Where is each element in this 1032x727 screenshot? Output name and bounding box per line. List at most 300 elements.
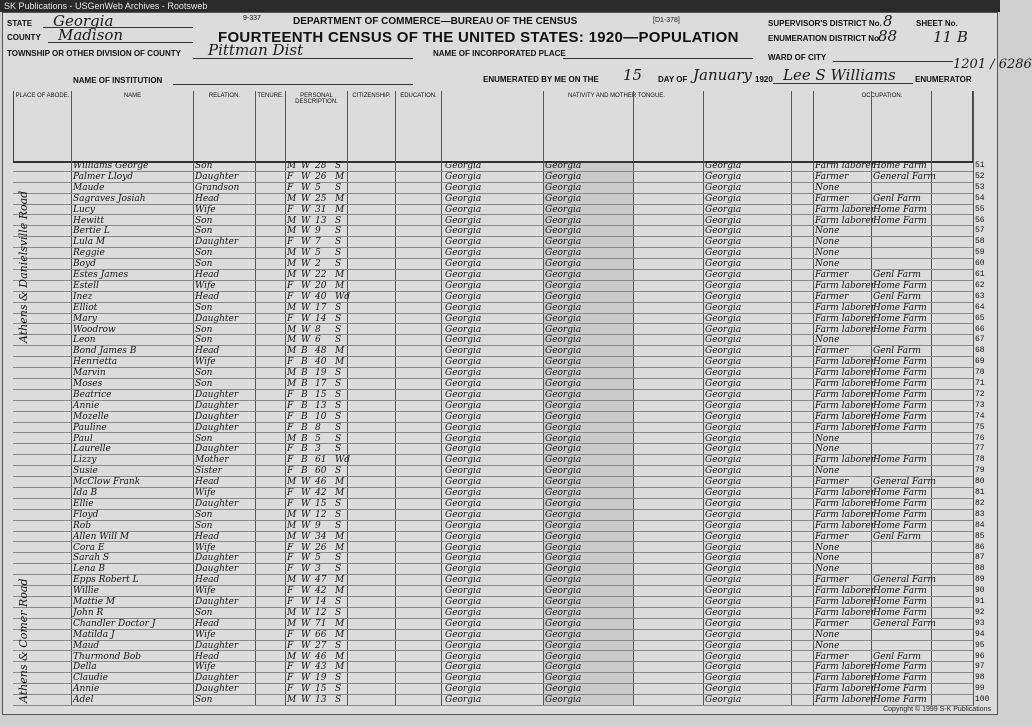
line-number: 77 (975, 444, 985, 454)
enumerated-label: ENUMERATED BY ME ON THE (483, 75, 599, 84)
incorporated-label: NAME OF INCORPORATED PLACE (433, 49, 566, 58)
occupation-cell: None (815, 553, 840, 564)
race-cell: W (301, 488, 311, 498)
name-cell: Annie (73, 400, 100, 411)
name-cell: Bond James B (73, 346, 137, 357)
table-row (13, 629, 985, 641)
mother-birthplace-cell: Georgia (705, 575, 742, 586)
father-birthplace-cell: Georgia (545, 422, 582, 433)
sex-cell: F (287, 171, 294, 182)
birthplace-cell: Georgia (445, 171, 482, 182)
line-number: 99 (975, 684, 985, 694)
mother-birthplace-cell: Georgia (705, 640, 742, 651)
marital-cell: M (335, 618, 345, 629)
age-cell: 15 (315, 389, 327, 400)
father-birthplace-cell: Georgia (545, 193, 582, 204)
mother-birthplace-cell: Georgia (705, 193, 742, 204)
father-birthplace-cell: Georgia (545, 302, 582, 313)
line-number: 56 (975, 215, 985, 225)
age-cell: 19 (315, 368, 327, 379)
table-row (13, 379, 985, 390)
table-row (13, 324, 985, 336)
marital-cell: S (335, 368, 342, 379)
race-cell: W (301, 270, 311, 280)
race-cell: B (301, 400, 308, 411)
table-row (13, 335, 985, 346)
marital-cell: S (335, 248, 342, 259)
occupation-cell: Farm laborer (815, 324, 876, 335)
table-row (13, 237, 985, 248)
father-birthplace-cell: Georgia (545, 400, 582, 411)
sex-cell: F (287, 640, 294, 651)
father-birthplace-cell: Georgia (545, 226, 582, 237)
father-birthplace-cell: Georgia (545, 695, 582, 706)
marital-cell: Wd (335, 455, 351, 466)
name-cell: Leon (73, 335, 96, 346)
name-cell: Estell (73, 280, 99, 291)
industry-cell: Home Farm (873, 520, 927, 531)
enumerated-day: 15 (623, 66, 643, 84)
mother-birthplace-cell: Georgia (705, 313, 742, 324)
occupation-cell: Farm laborer (815, 586, 876, 597)
father-birthplace-cell: Georgia (545, 433, 582, 444)
line-number: 52 (975, 171, 985, 181)
mother-birthplace-cell: Georgia (705, 346, 742, 357)
marital-cell: S (335, 444, 342, 455)
copyright-notice: Copyright © 1999 S-K Publications (883, 706, 991, 713)
name-cell: Ida B (73, 488, 98, 498)
occupation-cell: Farm laborer (815, 368, 876, 379)
col-place-of-abode: PLACE OF ABODE. (13, 91, 71, 161)
marital-cell: S (335, 607, 342, 618)
relation-cell: Wife (195, 280, 216, 291)
race-cell: B (301, 389, 308, 400)
father-birthplace-cell: Georgia (545, 161, 582, 171)
table-row (13, 411, 985, 423)
name-cell: Lucy (73, 204, 95, 215)
marital-cell: M (335, 280, 345, 291)
supervisor-value: 8 (883, 12, 893, 30)
mother-birthplace-cell: Georgia (705, 411, 742, 422)
age-cell: 28 (315, 161, 327, 171)
table-row (13, 357, 985, 368)
race-cell: W (301, 237, 311, 248)
occupation-cell: Farmer (815, 270, 849, 280)
name-cell: Claudie (73, 673, 108, 684)
mother-birthplace-cell: Georgia (705, 586, 742, 597)
relation-cell: Daughter (195, 553, 239, 564)
father-birthplace-cell: Georgia (545, 509, 582, 520)
table-row (13, 280, 985, 292)
name-cell: Woodrow (73, 324, 116, 335)
relation-cell: Daughter (195, 400, 239, 411)
line-number: 97 (975, 662, 985, 672)
occupation-cell: Farmer (815, 193, 849, 204)
race-cell: W (301, 509, 311, 520)
census-title: FOURTEENTH CENSUS OF THE UNITED STATES: 1920—POPULATION (218, 29, 739, 46)
sex-cell: F (287, 389, 294, 400)
mother-birthplace-cell: Georgia (705, 389, 742, 400)
marital-cell: S (335, 400, 342, 411)
name-cell: Thurmond Bob (73, 651, 142, 662)
relation-cell: Daughter (195, 313, 239, 324)
sex-cell: F (287, 291, 294, 302)
relation-cell: Head (195, 193, 220, 204)
line-number: 62 (975, 280, 985, 290)
name-cell: Susie (73, 466, 98, 477)
father-birthplace-cell: Georgia (545, 248, 582, 259)
name-cell: John R (73, 607, 104, 618)
industry-cell: Genl Farm (873, 346, 921, 357)
marital-cell: S (335, 673, 342, 684)
birthplace-cell: Georgia (445, 498, 482, 509)
name-cell: Moses (73, 379, 103, 389)
table-row (13, 542, 985, 554)
birthplace-cell: Georgia (445, 455, 482, 466)
table-row (13, 182, 985, 194)
mother-birthplace-cell: Georgia (705, 400, 742, 411)
relation-cell: Daughter (195, 673, 239, 684)
mother-birthplace-cell: Georgia (705, 455, 742, 466)
marital-cell: M (335, 346, 345, 357)
archive-banner: SK Publications - USGenWeb Archives - Rootsweb (0, 0, 1000, 12)
table-row (13, 368, 985, 379)
marital-cell: M (335, 477, 345, 488)
table-row (13, 204, 985, 216)
birthplace-cell: Georgia (445, 411, 482, 422)
birthplace-cell: Georgia (445, 302, 482, 313)
father-birthplace-cell: Georgia (545, 389, 582, 400)
birthplace-cell: Georgia (445, 477, 482, 488)
occupation-cell: Farm laborer (815, 455, 876, 466)
birthplace-cell: Georgia (445, 684, 482, 695)
father-birthplace-cell: Georgia (545, 618, 582, 629)
father-birthplace-cell: Georgia (545, 215, 582, 226)
sex-cell: M (287, 695, 297, 706)
industry-cell: Genl Farm (873, 270, 921, 280)
race-cell: W (301, 684, 311, 695)
occupation-cell: Farm laborer (815, 302, 876, 313)
relation-cell: Son (195, 509, 213, 520)
line-number: 94 (975, 629, 985, 639)
table-row (13, 161, 985, 172)
sex-cell: F (287, 422, 294, 433)
mother-birthplace-cell: Georgia (705, 607, 742, 618)
age-cell: 40 (315, 357, 327, 368)
marital-cell: S (335, 302, 342, 313)
industry-cell: Home Farm (873, 357, 927, 368)
occupation-cell: Farm laborer (815, 411, 876, 422)
occupation-cell: Farm laborer (815, 379, 876, 389)
birthplace-cell: Georgia (445, 215, 482, 226)
table-row (13, 597, 985, 608)
sex-cell: M (287, 193, 297, 204)
relation-cell: Daughter (195, 171, 239, 182)
table-row (13, 433, 985, 445)
mother-birthplace-cell: Georgia (705, 520, 742, 531)
relation-cell: Son (195, 379, 213, 389)
sex-cell: F (287, 204, 294, 215)
line-number: 54 (975, 193, 985, 203)
township-value: Pittman Dist (208, 41, 304, 59)
table-row (13, 291, 985, 303)
marital-cell: M (335, 575, 345, 586)
marital-cell: S (335, 433, 342, 444)
sex-cell: M (287, 379, 297, 389)
age-cell: 8 (315, 324, 321, 335)
age-cell: 43 (315, 662, 327, 673)
relation-cell: Son (195, 324, 213, 335)
marital-cell: M (335, 586, 345, 597)
industry-cell: Home Farm (873, 673, 927, 684)
father-birthplace-cell: Georgia (545, 346, 582, 357)
marital-cell: S (335, 466, 342, 477)
race-cell: W (301, 564, 311, 575)
industry-cell: Home Farm (873, 695, 927, 706)
marital-cell: M (335, 531, 345, 542)
birthplace-cell: Georgia (445, 389, 482, 400)
name-cell: Boyd (73, 259, 96, 270)
name-cell: Floyd (73, 509, 99, 520)
occupation-cell: None (815, 542, 840, 553)
relation-cell: Head (195, 346, 220, 357)
supervisor-label: SUPERVISOR'S DISTRICT No. (768, 19, 882, 28)
line-number: 72 (975, 389, 985, 399)
name-cell: Inez (73, 291, 93, 302)
mother-birthplace-cell: Georgia (705, 542, 742, 553)
sex-cell: F (287, 444, 294, 455)
marital-cell: S (335, 498, 342, 509)
sex-cell: M (287, 368, 297, 379)
relation-cell: Daughter (195, 640, 239, 651)
relation-cell: Son (195, 695, 213, 706)
occupation-cell: Farm laborer (815, 607, 876, 618)
age-cell: 61 (315, 455, 327, 466)
occupation-cell: None (815, 444, 840, 455)
sex-cell: F (287, 466, 294, 477)
name-cell: Ellie (73, 498, 94, 509)
birthplace-cell: Georgia (445, 509, 482, 520)
age-cell: 27 (315, 640, 327, 651)
relation-cell: Son (195, 368, 213, 379)
mother-birthplace-cell: Georgia (705, 215, 742, 226)
marital-cell: S (335, 597, 342, 607)
industry-cell: Genl Farm (873, 651, 921, 662)
race-cell: W (301, 161, 311, 171)
race-cell: W (301, 291, 311, 302)
age-cell: 8 (315, 422, 321, 433)
marital-cell: M (335, 204, 345, 215)
relation-cell: Wife (195, 586, 216, 597)
col-relation: RELATION. (193, 91, 255, 161)
sex-cell: M (287, 248, 297, 259)
industry-cell: Home Farm (873, 204, 927, 215)
marital-cell: M (335, 270, 345, 280)
name-cell: Maud (73, 640, 100, 651)
line-number: 81 (975, 488, 985, 497)
mother-birthplace-cell: Georgia (705, 553, 742, 564)
age-cell: 7 (315, 237, 321, 248)
name-cell: Marvin (73, 368, 106, 379)
sex-cell: M (287, 520, 297, 531)
birthplace-cell: Georgia (445, 357, 482, 368)
industry-cell: Home Farm (873, 662, 927, 673)
relation-cell: Daughter (195, 411, 239, 422)
industry-cell: Genl Farm (873, 531, 921, 542)
age-cell: 3 (315, 564, 321, 575)
industry-cell: General Farm (873, 477, 936, 488)
line-number: 73 (975, 400, 985, 410)
industry-cell: Home Farm (873, 324, 927, 335)
name-cell: Adel (73, 695, 94, 706)
line-number: 76 (975, 433, 985, 443)
birthplace-cell: Georgia (445, 466, 482, 477)
marital-cell: S (335, 684, 342, 695)
relation-cell: Mother (195, 455, 229, 466)
age-cell: 48 (315, 346, 327, 357)
table-row (13, 564, 985, 575)
line-number: 74 (975, 411, 985, 421)
relation-cell: Wife (195, 629, 216, 640)
relation-cell: Son (195, 607, 213, 618)
race-cell: W (301, 618, 311, 629)
occupation-cell: Farm laborer (815, 488, 876, 498)
industry-cell: Home Farm (873, 368, 927, 379)
mother-birthplace-cell: Georgia (705, 171, 742, 182)
race-cell: W (301, 248, 311, 259)
father-birthplace-cell: Georgia (545, 586, 582, 597)
col-name: NAME (71, 91, 193, 161)
mother-birthplace-cell: Georgia (705, 357, 742, 368)
line-number: 51 (975, 161, 985, 170)
race-cell: B (301, 357, 308, 368)
col-education: EDUCATION. (395, 91, 441, 161)
age-cell: 26 (315, 542, 327, 553)
enum-district-label: ENUMERATION DISTRICT No. (768, 34, 882, 43)
line-number: 53 (975, 182, 985, 192)
marital-cell: S (335, 509, 342, 520)
col-citizenship: CITIZENSHIP. (347, 91, 395, 161)
mother-birthplace-cell: Georgia (705, 335, 742, 346)
line-number: 58 (975, 237, 985, 247)
table-row (13, 389, 985, 401)
father-birthplace-cell: Georgia (545, 444, 582, 455)
table-row (13, 684, 985, 695)
race-cell: W (301, 193, 311, 204)
race-cell: W (301, 226, 311, 237)
marital-cell: S (335, 411, 342, 422)
father-birthplace-cell: Georgia (545, 259, 582, 270)
age-cell: 17 (315, 302, 327, 313)
name-cell: Matilda J (73, 629, 115, 640)
race-cell: B (301, 422, 308, 433)
race-cell: B (301, 444, 308, 455)
name-cell: Lena B (73, 564, 105, 575)
relation-cell: Daughter (195, 237, 239, 248)
age-cell: 42 (315, 586, 327, 597)
relation-cell: Sister (195, 466, 222, 477)
age-cell: 9 (315, 520, 321, 531)
sex-cell: F (287, 488, 294, 498)
mother-birthplace-cell: Georgia (705, 684, 742, 695)
industry-cell: Home Farm (873, 455, 927, 466)
birthplace-cell: Georgia (445, 291, 482, 302)
line-number: 87 (975, 553, 985, 563)
age-cell: 60 (315, 466, 327, 477)
birthplace-cell: Georgia (445, 520, 482, 531)
birthplace-cell: Georgia (445, 531, 482, 542)
occupation-cell: Farmer (815, 575, 849, 586)
name-cell: Henrietta (73, 357, 118, 368)
mother-birthplace-cell: Georgia (705, 237, 742, 248)
line-number: 78 (975, 455, 985, 465)
relation-cell: Head (195, 270, 220, 280)
occupation-cell: Farmer (815, 291, 849, 302)
sex-cell: F (287, 313, 294, 324)
marital-cell: M (335, 629, 345, 640)
father-birthplace-cell: Georgia (545, 597, 582, 607)
table-row (13, 498, 985, 510)
age-cell: 19 (315, 673, 327, 684)
age-cell: 13 (315, 215, 327, 226)
birthplace-cell: Georgia (445, 586, 482, 597)
sheet-label: SHEET No. (916, 19, 958, 28)
sex-cell: F (287, 586, 294, 597)
father-birthplace-cell: Georgia (545, 662, 582, 673)
race-cell: W (301, 531, 311, 542)
race-cell: W (301, 586, 311, 597)
name-cell: Sagraves Josiah (73, 193, 146, 204)
occupation-cell: Farm laborer (815, 662, 876, 673)
relation-cell: Daughter (195, 389, 239, 400)
marital-cell: S (335, 389, 342, 400)
mother-birthplace-cell: Georgia (705, 531, 742, 542)
race-cell: W (301, 259, 311, 270)
mother-birthplace-cell: Georgia (705, 226, 742, 237)
occupation-cell: Farm laborer (815, 389, 876, 400)
enumerator-label: ENUMERATOR (915, 75, 972, 84)
name-cell: Lizzy (73, 455, 97, 466)
relation-cell: Daughter (195, 498, 239, 509)
marital-cell: S (335, 215, 342, 226)
industry-cell: Home Farm (873, 302, 927, 313)
age-cell: 20 (315, 280, 327, 291)
name-cell: Estes James (73, 270, 129, 280)
table-row (13, 673, 985, 684)
relation-cell: Head (195, 477, 220, 488)
mother-birthplace-cell: Georgia (705, 280, 742, 291)
name-cell: Bertie L (73, 226, 110, 237)
line-number: 92 (975, 607, 985, 617)
occupation-cell: Farmer (815, 346, 849, 357)
table-row (13, 215, 985, 227)
age-cell: 15 (315, 684, 327, 695)
birthplace-cell: Georgia (445, 607, 482, 618)
occupation-cell: Farm laborer (815, 215, 876, 226)
birthplace-cell: Georgia (445, 182, 482, 193)
name-cell: Maude (73, 182, 105, 193)
mother-birthplace-cell: Georgia (705, 509, 742, 520)
age-cell: 5 (315, 182, 321, 193)
father-birthplace-cell: Georgia (545, 651, 582, 662)
mother-birthplace-cell: Georgia (705, 498, 742, 509)
mother-birthplace-cell: Georgia (705, 444, 742, 455)
father-birthplace-cell: Georgia (545, 477, 582, 488)
line-number: 82 (975, 498, 985, 508)
county-value: Madison (58, 26, 124, 44)
sex-cell: M (287, 618, 297, 629)
line-number: 83 (975, 509, 985, 519)
